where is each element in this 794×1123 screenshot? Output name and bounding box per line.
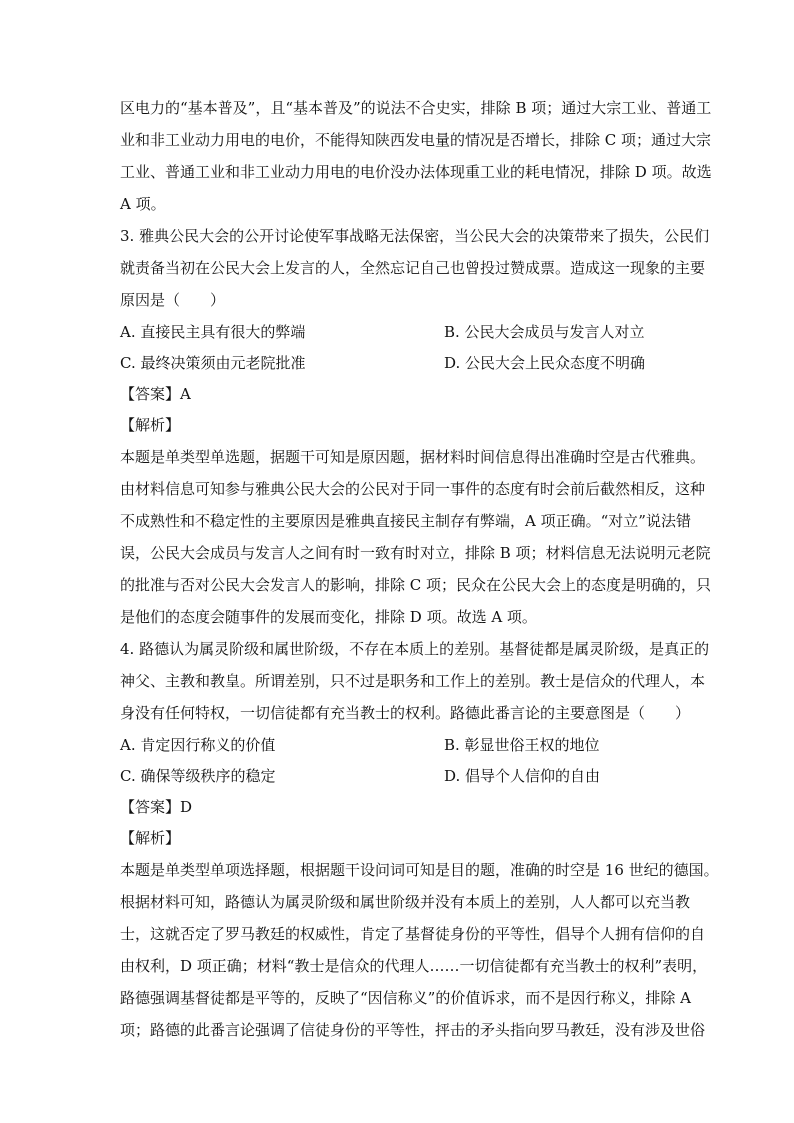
continuation-line: 工业、普通工业和非工业动力用电的电价没办法体现重工业的耗电情况，排除 D 项。故选: [120, 163, 712, 181]
q3-analysis-line: 是他们的态度会随事件的发展而变化，排除 D 项。故选 A 项。: [120, 608, 537, 626]
q4-option-a: A. 肯定因行称义的价值: [120, 736, 276, 754]
q3-analysis-line: 由材料信息可知参与雅典公民大会的公民对于同一事件的态度有时会前后截然相反，这种: [120, 480, 706, 498]
q3-analysis-line: 不成熟性和不稳定性的主要原因是雅典直接民主制存有弊端，A 项正确。“对立”说法错: [120, 512, 691, 530]
q4-option-c: C. 确保等级秩序的稳定: [120, 767, 276, 785]
q4-option-b: B. 彰显世俗王权的地位: [444, 736, 600, 754]
q4-stem-line: 神父、主教和教皇。所谓差别，只不过是职务和工作上的差别。教士是信众的代理人，本: [120, 672, 706, 690]
q4-analysis-line: 项；路德的此番言论强调了信徒身份的平等性，抨击的矛头指向罗马教廷，没有涉及世俗: [120, 1021, 706, 1039]
q4-analysis-line: 本题是单类型单项选择题，根据题干设问词可知是目的题，准确的时空是 16 世纪的德国。: [120, 861, 719, 879]
q4-analysis-line: 士，这就否定了罗马教廷的权威性，肯定了基督徒身份的平等性，倡导个人拥有信仰的自: [120, 925, 706, 943]
q3-option-b: B. 公民大会成员与发言人对立: [444, 323, 645, 341]
q3-stem-line: 3. 雅典公民大会的公开讨论使军事战略无法保密，当公民大会的决策带来了损失，公民们: [120, 227, 710, 245]
q3-analysis-label: 【解析】: [120, 416, 181, 434]
q3-option-a: A. 直接民主具有很大的弊端: [120, 323, 306, 341]
q3-option-c: C. 最终决策须由元老院批准: [120, 354, 306, 372]
q4-analysis-label: 【解析】: [120, 829, 181, 847]
q4-option-d: D. 倡导个人信仰的自由: [444, 767, 601, 785]
q4-stem-line: 4. 路德认为属灵阶级和属世阶级，不存在本质上的差别。基督徒都是属灵阶级，是真正的: [120, 640, 710, 658]
q4-stem-line: 身没有任何特权，一切信徒都有充当教士的权利。路德此番言论的主要意图是（ ）: [120, 704, 691, 722]
q4-analysis-line: 根据材料可知，路德认为属灵阶级和属世阶级并没有本质上的差别，人人都可以充当教: [120, 893, 691, 911]
q4-analysis-line: 路德强调基督徒都是平等的，反映了“因信称义”的价值诉求，而不是因行称义，排除 A: [120, 989, 691, 1007]
q3-option-d: D. 公民大会上民众态度不明确: [444, 354, 646, 372]
q3-stem-line: 就责备当初在公民大会上发言的人，全然忘记自己也曾投过赞成票。造成这一现象的主要: [120, 259, 706, 277]
q3-analysis-line: 误，公民大会成员与发言人之间有时一致有时对立，排除 B 项；材料信息无法说明元老院: [120, 544, 711, 562]
q3-answer: 【答案】A: [120, 385, 191, 403]
q4-answer: 【答案】D: [120, 798, 193, 816]
q4-analysis-line: 由权利，D 项正确；材料“教士是信众的代理人……一切信徒都有充当教士的权利”表明，: [120, 957, 708, 975]
continuation-line: A 项。: [120, 195, 166, 213]
q3-analysis-line: 本题是单类型单选题，据题干可知是原因题，据材料时间信息得出准确时空是古代雅典。: [120, 448, 706, 466]
continuation-line: 业和非工业动力用电的电价，不能得知陕西发电量的情况是否增长，排除 C 项；通过大宗: [120, 131, 712, 149]
q3-analysis-line: 的批准与否对公民大会发言人的影响，排除 C 项；民众在公民大会上的态度是明确的，只: [120, 576, 712, 594]
q3-stem-line: 原因是（ ）: [120, 291, 226, 309]
continuation-line: 区电力的“基本普及”，且“基本普及”的说法不合史实，排除 B 项；通过大宗工业、普通工: [120, 99, 712, 117]
